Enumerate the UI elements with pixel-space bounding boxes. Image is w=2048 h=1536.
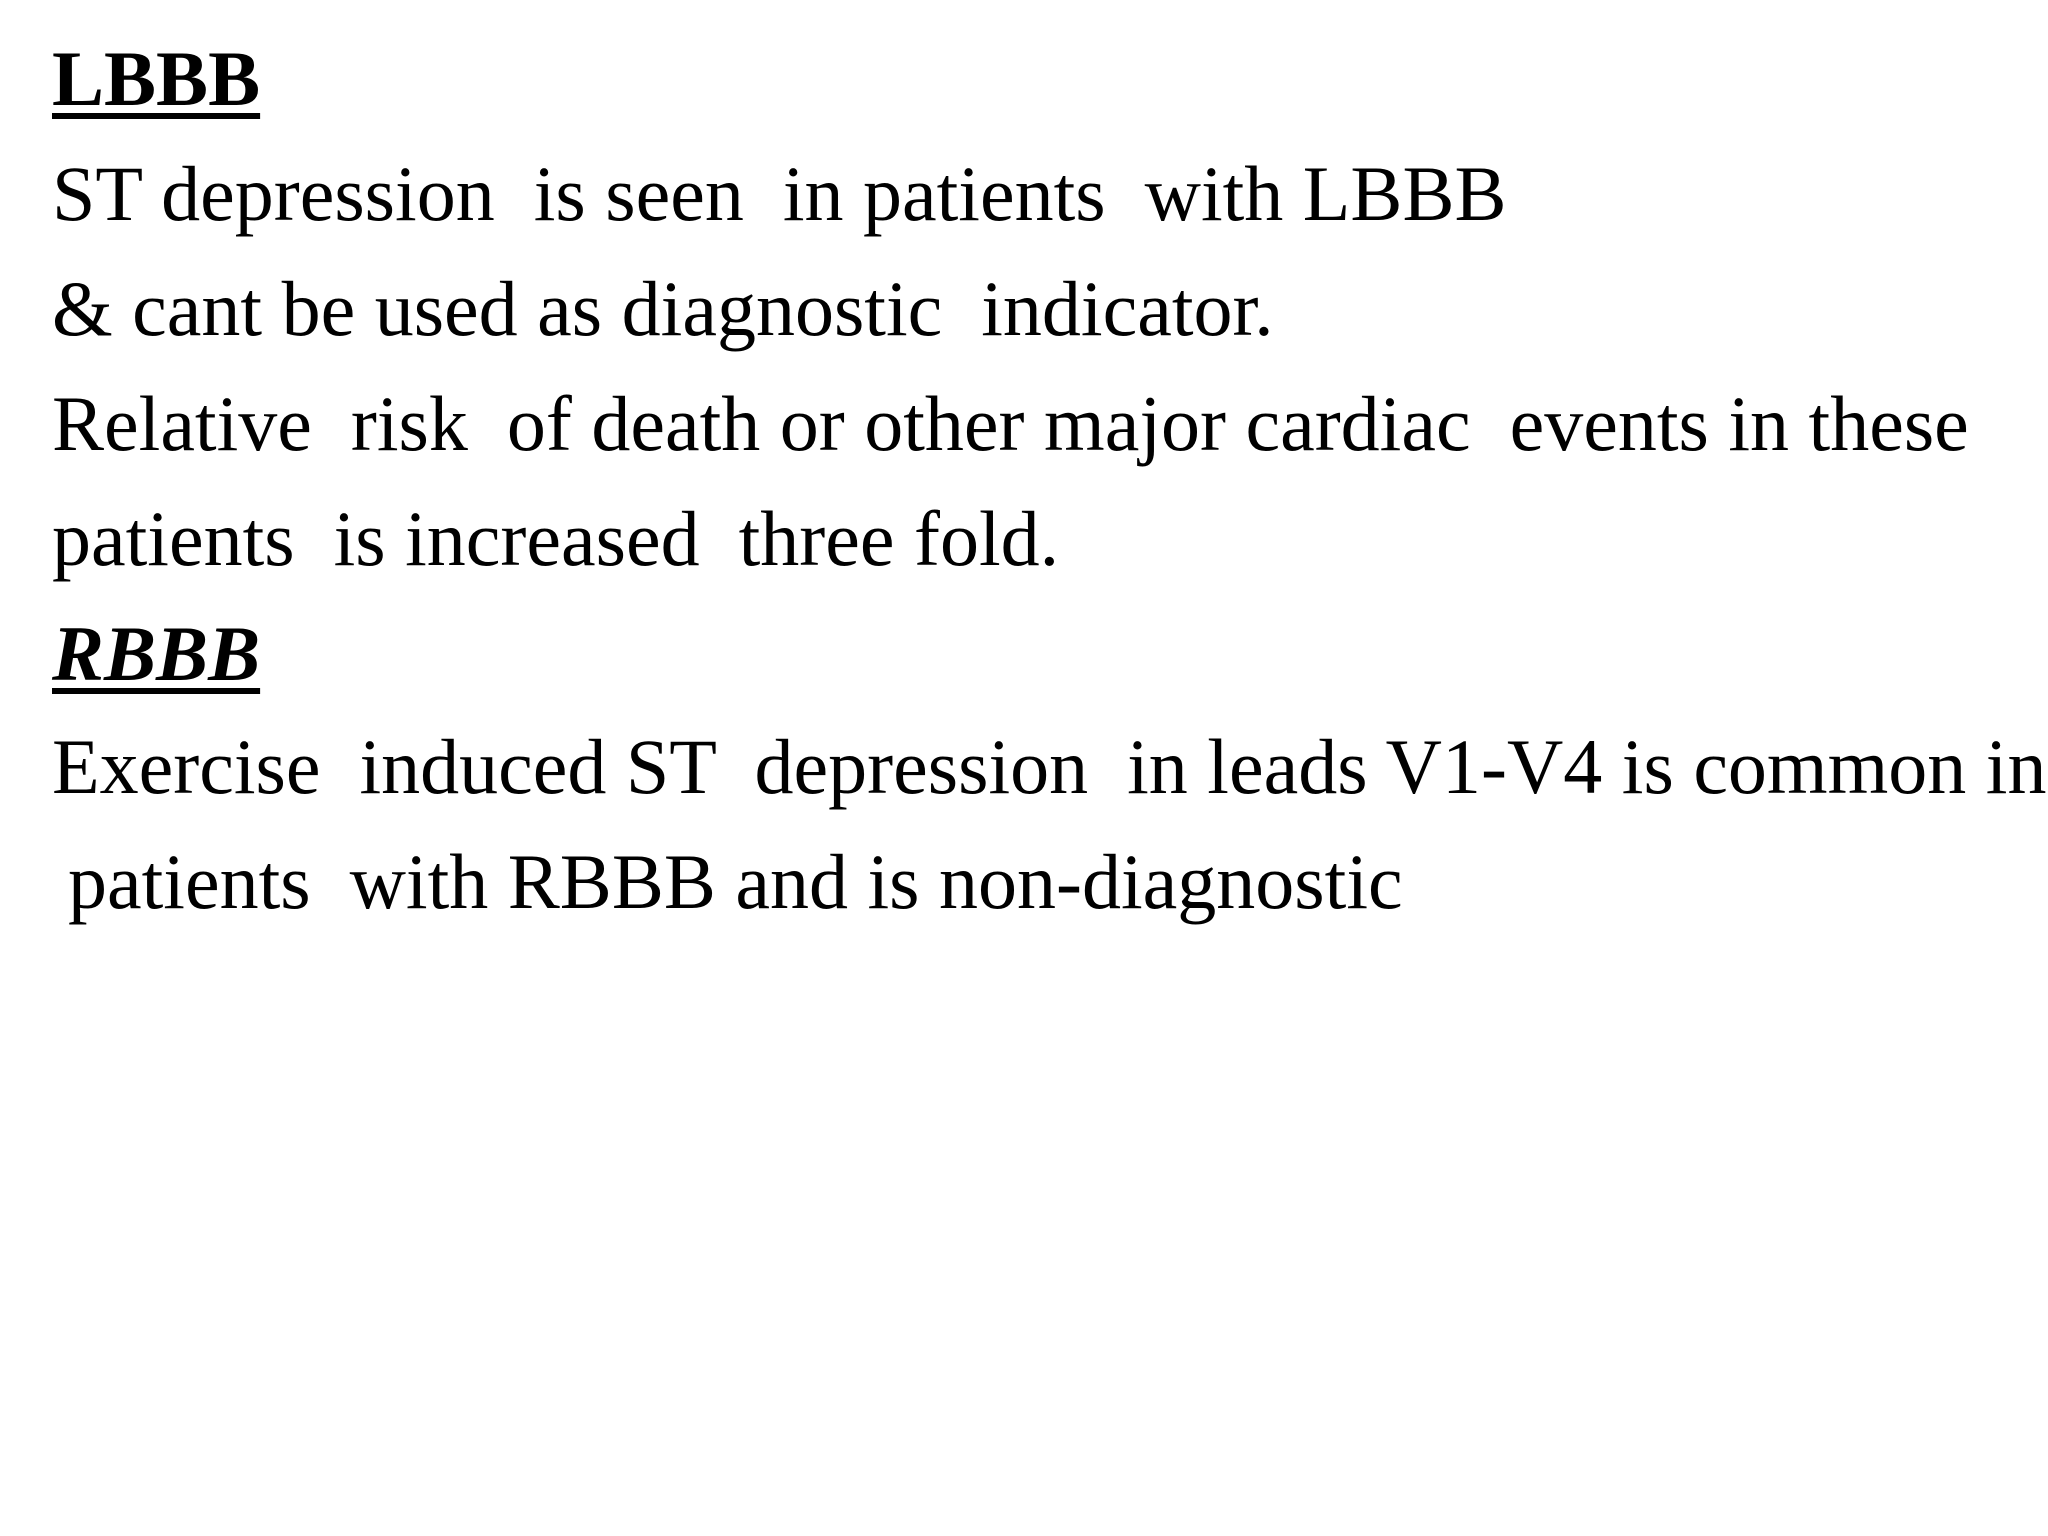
rbbb-heading: RBBB <box>52 610 261 697</box>
lbbb-text-line: ST depression is seen in patients with LBBB <box>52 150 1507 237</box>
lbbb-heading: LBBB <box>52 35 261 122</box>
lbbb-text-line: patients is increased three fold. <box>52 495 1060 582</box>
lbbb-text-line: & cant be used as diagnostic indicator. <box>52 265 1274 352</box>
rbbb-text-line: Exercise induced ST depression in leads V1-V4 is common in <box>52 723 2047 810</box>
lbbb-text-line: Relative risk of death or other major cardiac events in these <box>52 380 1969 467</box>
rbbb-text-line: patients with RBBB and is non-diagnostic <box>68 838 1403 925</box>
